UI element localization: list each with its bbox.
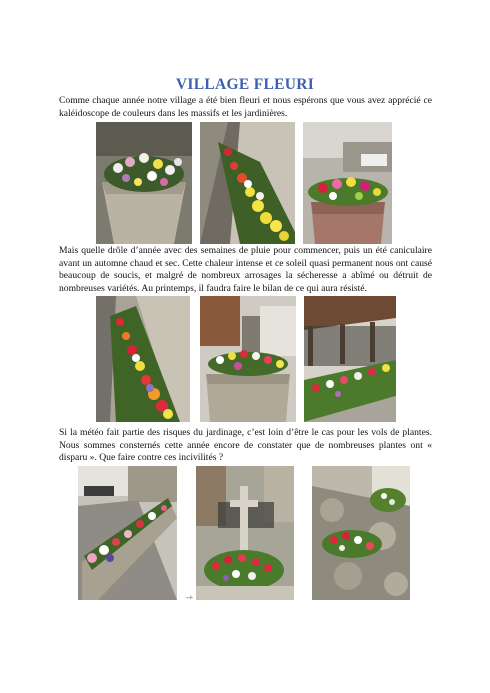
flower-photo-image	[200, 122, 295, 244]
page-title: VILLAGE FLEURI	[175, 76, 315, 93]
photo-street-planter	[78, 466, 177, 600]
photo-fountain-planter	[200, 296, 296, 422]
photo-cross-flowerbed	[196, 466, 294, 600]
paragraph-theft	[59, 427, 432, 465]
photo-tulip-bed-wall	[96, 296, 190, 422]
flower-photo-image	[96, 296, 190, 422]
footer-mark: -+	[186, 593, 194, 602]
photo-rock-garden	[312, 466, 410, 600]
paragraph-text: Si la météo fait partie des risques du jardinage, c’est loin d’être le cas pour les vols de plantes. Nous sommes consternés cette année encore de constater que de nombreuses plantes ont « disparu ». Que faire contre ces incivilités ?	[59, 427, 432, 464]
photo-tulip-border-wall	[200, 122, 295, 244]
photo-square-planter-street	[303, 122, 392, 244]
flower-photo-image	[304, 296, 396, 422]
photo-lavoir-bed	[304, 296, 396, 422]
flower-photo-image	[200, 296, 296, 422]
flower-photo-image	[312, 466, 410, 600]
flower-photo-image	[78, 466, 177, 600]
flower-photo-image	[196, 466, 294, 600]
paragraph-text: Comme chaque année notre village a été bien fleuri et nous espérons que vous avez apprécié ce kaléidoscope de couleurs dans les massifs et les jardinières.	[59, 95, 432, 119]
paragraph-text: Mais quelle drôle d’année avec des semaines de pluie pour commencer, puis un été caniculaire avant un automne chaud et sec. Cette chaleur intense et ce soleil quasi permanent nous ont causé beaucoup de soucis, et malgré de nombreux arrosages la sécheresse a abîmé ou détruit de nombreuses variétés. Au printemps, il faudra faire le bilan de ce qui aura résisté.	[59, 245, 432, 294]
photo-stone-planter-round	[96, 122, 192, 244]
paragraph-intro	[59, 95, 432, 120]
flower-photo-image	[96, 122, 192, 244]
flower-photo-image	[303, 122, 392, 244]
paragraph-weather	[59, 245, 432, 295]
